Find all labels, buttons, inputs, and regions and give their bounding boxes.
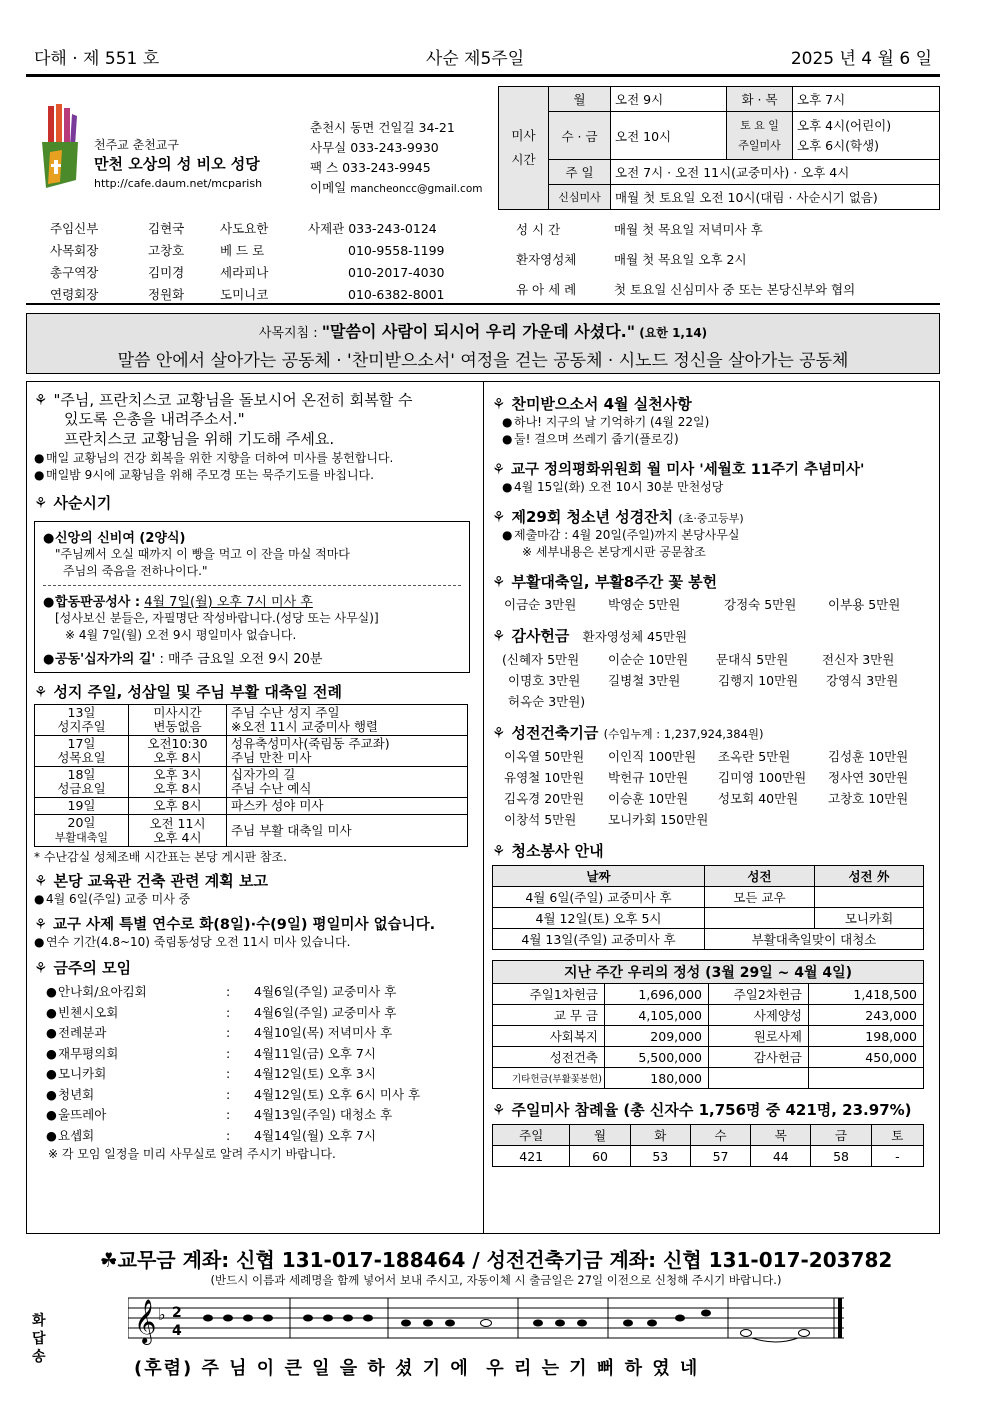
table-row: 17일 성목요일 오전10:30 오후 8시 성유축성미사(죽림동 주교좌) 주님 만찬 미사 bbox=[35, 736, 468, 767]
diocese-name: 천주교 춘천교구 bbox=[94, 138, 179, 152]
mass-day: 주일미사 bbox=[738, 138, 781, 152]
meetings-list bbox=[34, 982, 479, 1146]
clover-icon: ⚘ bbox=[492, 627, 506, 645]
table-row: 19일 오후 8시 파스카 성야 미사 bbox=[35, 798, 468, 815]
justice-title: ⚘ 교구 정의평화위원회 월 미사 '세월호 11주기 추념미사' bbox=[492, 462, 865, 478]
thanks-list: (신혜자 5만원 이순순 10만원 문대식 5만원 전신자 3만원 이명호 3만원 길병철 3만원 김행지 10만원 강영식 3만원 허옥순 3만원) bbox=[502, 652, 899, 709]
holyweek-title: ⚘ 성지 주일, 성삼일 및 주님 부활 대축일 전례 bbox=[34, 683, 343, 701]
svg-text:𝄞: 𝄞 bbox=[134, 1299, 157, 1343]
liturgical-day: 사순 제5주일 bbox=[425, 49, 525, 69]
mass-day: 토 요 일 bbox=[740, 118, 779, 132]
svg-text:2: 2 bbox=[172, 1305, 182, 1321]
mass-time: 오후 6시(학생) bbox=[797, 137, 880, 153]
attendance-table bbox=[492, 1124, 924, 1167]
top-rule bbox=[26, 74, 940, 77]
svg-text:♭: ♭ bbox=[158, 1305, 166, 1324]
motto-line2: 말씀 안에서 살아가는 공동체 · '찬미받으소서' 여정을 걷는 공동체 · 시노드 정신을 살아가는 공동체 bbox=[117, 351, 849, 371]
lent-title: ⚘ 사순시기 bbox=[34, 494, 112, 512]
table-row: 421 60 53 57 44 58 - bbox=[493, 1146, 924, 1167]
psalm-score-icon bbox=[128, 1290, 848, 1346]
table-row: 주일 월 화 수 목 금 토 bbox=[493, 1125, 924, 1146]
mass-day: 수 · 금 bbox=[549, 112, 611, 160]
parish-logo-icon bbox=[40, 102, 80, 194]
clover-icon: ⚘ bbox=[34, 494, 48, 512]
table-row: 13일 성지주일 미사시간 변동없음 주님 수난 성지 주일 ※오전 11시 교중미사 행렬 bbox=[35, 705, 468, 736]
list-item: ●전례분과 : 4월10일(목) 저녁미사 후 bbox=[46, 1025, 393, 1040]
table-row: 지난 주간 우리의 정성 (3월 29일 ~ 4월 4일) bbox=[493, 961, 924, 984]
psalm-lyrics: (후렴) 주 님 이 큰 일 을 하 셨 기 에 우 리 는 기 뻐 하 였 네 bbox=[134, 1358, 700, 1379]
staff-row: 사목회장 고창호 베 드 로 010-9558-1199 bbox=[50, 243, 445, 258]
mass-day: 화 · 목 bbox=[727, 87, 793, 112]
pastoral-motto bbox=[26, 313, 940, 374]
mass-day: 주 일 bbox=[549, 160, 611, 185]
mass-time: 오전 10시 bbox=[611, 112, 727, 160]
clover-icon: ⚘ bbox=[492, 724, 506, 742]
staff-row: 주임신부 김현국 사도요한 사제관 033-243-0124 bbox=[50, 221, 437, 236]
account-info: ☘교무금 계좌: 신협 131-017-188464 / 성전건축기금 계좌: 신협 131-017-203782 bbox=[99, 1248, 893, 1272]
list-item: ●울뜨레아 : 4월13일(주일) 대청소 후 bbox=[46, 1107, 393, 1122]
table-row: 교 무 금 4,105,000 사제양성 243,000 bbox=[493, 1005, 924, 1026]
flowers-title: ⚘ 부활대축일, 부활8주간 꽃 봉헌 bbox=[492, 573, 718, 591]
clover-icon: ⚘ bbox=[492, 1101, 506, 1119]
fax: 팩 스 033-243-9945 bbox=[310, 160, 431, 175]
address: 춘천시 동면 건일길 34-21 bbox=[310, 120, 455, 135]
email[interactable]: mancheoncc@gmail.com bbox=[350, 183, 483, 195]
table-row: 4월 12일(토) 오후 5시 모니카회 bbox=[493, 908, 924, 929]
parish-url[interactable]: http://cafe.daum.net/mcparish bbox=[94, 177, 263, 190]
email-label: 이메일 bbox=[310, 180, 347, 195]
list-item: ●요셉회 : 4월14일(월) 오후 7시 bbox=[46, 1127, 376, 1143]
table-row: 4월 6일(주일) 교중미사 후 모든 교우 bbox=[493, 887, 924, 908]
list-item: ●안나회/요아킴회 : 4월6일(주일) 교중미사 후 bbox=[46, 984, 397, 999]
table-row: 주일1차헌금 1,696,000 주일2차헌금 1,418,500 bbox=[493, 984, 924, 1005]
fund-title: ⚘ 성전건축기금 (수입누계 : 1,237,924,384원) bbox=[492, 724, 764, 742]
pope-prayer: ⚘ "주님, 프란치스코 교황님을 돌보시어 온전히 회복할 수 있도록 은총을 내려주소서." 프란치스코 교황님을 위해 기도해 주세요. ● 매일 교황님의 건강 회복을 위한 지향을 더하여 미사를 봉헌합니다. ● 매일밤 9시에 교황님을 위해 주모경 또는 묵주기도를 바칩니다. bbox=[34, 391, 413, 482]
building-title: ⚘ 본당 교육관 건축 관련 계획 보고 bbox=[34, 872, 268, 890]
psalm-label: 화답송 bbox=[32, 1313, 46, 1365]
right-column: ⚘ 찬미받으소서 4월 실천사항 ● 하나! 지구의 날 기억하기 (4월 22일) ● 둘! 걸으며 쓰레기 줍기(플로깅) ⚘ 교구 정의평화위원회 월 미사 '세월호 11주기 추념미사' ● 4월 15일(화) 오전 10시 30분 만천성당 ⚘ 제29회 청소년 성경잔치 (초·중고등부) ● 제출마감 : 4월 20일(주일)까지 본당사무실 ※ 세부내용은 본당게시판 공문참조 ⚘ 부활대축일, 부활8주간 꽃 봉헌 이금순 3만원 박영순 5만원 강정숙 5만원 이부용 5만원 ⚘ 감사헌금 환자영성체 45만원 (신혜자 5만원 이순순 10만원 문대식 5만원 전신자 3만원 이명호 3만원 길병철 3만원 김행지 10만원 강영식 3만원 허옥순 3만원) ⚘ 성전건축기금 (수입누계 : 1,237,924,384원) 이옥열 50만원 이인직 100만원 조옥란 5만원 김성훈 10만원 유영철 10만원 박헌규 10만원 김미영 100만원 정사연 30만원 김옥경 20만원 이승훈 10만원 성모회 40만원 고창호 10만원 이창석 5만원 모니카회 150만원 ⚘ 청소봉사 안내 날짜 성전 성전 外 4월 6일(주일) 교중미사 후 모든 교우 4월 12일(토) 오후 5시 모니카회 4월 13일(주일) 교중미사 후 부활대축일맞이 대청소 지난 주간 우리의 정성 (3월 29일 ~ 4월 4일) 주일1차헌금 1,696,000 주일2차헌금 1,418,500 교 무 금 4,105,000 사제양성 243,000 사회복지 209,000 원로사제 198,000 성전건축 5,500,000 감사헌금 450,000 기타헌금(부활꽃봉헌) 180,000 ⚘ 주일미사 참례율 (총 신자수 1,756명 중 421명, 23.97%) 주일 월 화 수 목 금 토 421 60 53 57 44 58 - bbox=[492, 393, 932, 1167]
clover-icon: ⚘ bbox=[34, 683, 48, 701]
youth-title: ⚘ 제29회 청소년 성경잔치 (초·중고등부) bbox=[492, 508, 744, 526]
table-row: 성전건축 5,500,000 감사헌금 450,000 bbox=[493, 1047, 924, 1068]
office-phone: 사무실 033-243-9930 bbox=[310, 140, 439, 155]
staff-row: 총구역장 김미경 세라피나 010-2017-4030 bbox=[50, 265, 445, 280]
mass-time: 오후 7시 bbox=[793, 87, 940, 112]
clover-icon: ⚘ bbox=[492, 462, 505, 478]
table-row: 20일 부활대축일 오전 11시 오후 4시 주님 부활 대축일 미사 bbox=[35, 815, 468, 847]
sacrament-row: 유 아 세 례 첫 토요일 신심미사 중 또는 본당신부와 협의 bbox=[516, 282, 856, 297]
sacrament-row: 환자영성체 매월 첫 목요일 오후 2시 bbox=[516, 252, 747, 267]
list-item: ●모니카회 : 4월12일(토) 오후 3시 bbox=[46, 1066, 376, 1081]
mass-day: 신심미사 bbox=[549, 185, 611, 210]
offering-table bbox=[492, 960, 924, 1089]
cleaning-table bbox=[492, 865, 924, 950]
clover-icon: ⚘ bbox=[492, 573, 506, 591]
account-note: (반드시 이름과 세례명을 함께 넣어서 보내 주시고, 자동이체 시 출금일은 27일 이전으로 신청해 주시기 바랍니다.) bbox=[210, 1273, 782, 1287]
staff-list bbox=[50, 218, 445, 306]
holyweek-table bbox=[34, 704, 468, 847]
contact-block bbox=[310, 118, 482, 199]
list-item: ●재무평의회 : 4월11일(금) 오후 7시 bbox=[46, 1045, 376, 1061]
thanks-title: ⚘ 감사헌금 환자영성체 45만원 bbox=[492, 627, 688, 645]
motto-quote: "말씀이 사람이 되시어 우리 가운데 사셨다." bbox=[321, 322, 636, 341]
svg-text:4: 4 bbox=[172, 1323, 182, 1339]
table-row: 사회복지 209,000 원로사제 198,000 bbox=[493, 1026, 924, 1047]
issue-header bbox=[26, 44, 940, 69]
sacrament-info bbox=[516, 218, 855, 302]
mass-time: 오전 7시 · 오전 11시(교중미사) · 오후 4시 bbox=[611, 160, 940, 185]
list-item: ●빈첸시오회 : 4월6일(주일) 교중미사 후 bbox=[46, 1004, 397, 1020]
issue-number: 다해 · 제 551 호 bbox=[34, 49, 160, 69]
parish-name: 만천 오상의 성 비오 성당 bbox=[94, 155, 260, 173]
clover-icon: ⚘ bbox=[492, 842, 506, 860]
table-row: 날짜 성전 성전 外 bbox=[493, 866, 924, 887]
clover-icon: ⚘ bbox=[34, 391, 48, 409]
meetings-title: ⚘ 금주의 모임 bbox=[34, 959, 132, 977]
lent-box: ●신앙의 신비여 (2양식) "주님께서 오실 때까지 이 빵을 먹고 이 잔을 마실 적마다 주님의 죽음을 전하나이다." ●합동판공성사 : 4월 7일(월) 오후 7시 미사 후 [성사보신 분들은, 자필명단 작성바랍니다.(성당 또는 사무실)] ※ 4월 7일(월) 오전 9시 평일미사 없습니다. ●공동'십자가의 길' : 매주 금요일 오전 9시 20분 bbox=[34, 521, 470, 673]
list-item: ●청년회 : 4월12일(토) 오후 6시 미사 후 bbox=[46, 1086, 421, 1102]
table-row: 4월 13일(주일) 교중미사 후 부활대축일맞이 대청소 bbox=[493, 929, 924, 950]
table-row: 18일 성금요일 오후 3시 오후 8시 십자가의 길 주님 수난 예식 bbox=[35, 767, 468, 798]
priest-title: ⚘ 교구 사제 특별 연수로 화(8일)·수(9일) 평일미사 없습니다. bbox=[34, 917, 436, 933]
sacrament-row: 성 시 간 매월 첫 목요일 저녁미사 후 bbox=[516, 222, 763, 237]
fund-list: 이옥열 50만원 이인직 100만원 조옥란 5만원 김성훈 10만원 유영철 10만원 박헌규 10만원 김미영 100만원 정사연 30만원 김옥경 20만원 이승훈 10만원 성모회 40만원 고창호 10만원 이창석 5만원 모니카회 150만원 bbox=[504, 749, 909, 827]
mass-time: 오전 9시 bbox=[611, 87, 727, 112]
meetings-note: ※ 각 모임 일정을 미리 사무실로 알려 주시기 바랍니다. bbox=[48, 1147, 336, 1161]
left-column: ⚘ "주님, 프란치스코 교황님을 돌보시어 온전히 회복할 수 있도록 은총을 내려주소서." 프란치스코 교황님을 위해 기도해 주세요. ● 매일 교황님의 건강 회복을 위한 지향을 더하여 미사를 봉헌합니다. ● 매일밤 9시에 교황님을 위해 주모경 또는 묵주기도를 바칩니다. ⚘ 사순시기 ●신앙의 신비여 (2양식) "주님께서 오실 때까지 이 빵을 먹고 이 잔을 마실 적마다 주님의 죽음을 전하나이다." ●합동판공성사 : 4월 7일(월) 오후 7시 미사 후 [성사보신 분들은, 자필명단 작성바랍니다.(성당 또는 사무실)] ※ 4월 7일(월) 오전 9시 평일미사 없습니다. ●공동'십자가의 길' : 매주 금요일 오전 9시 20분 ⚘ 성지 주일, 성삼일 및 주님 부활 대축일 전례 13일 성지주일 미사시간 변동없음 주님 수난 성지 주일 ※오전 11시 교중미사 행렬 17일 성목요일 오전10:30 오후 8시 성유축성미사(죽림동 주교좌) 주님 만찬 미사 18일 성금요일 오후 3시 오후 8시 십자가의 길 주님 수난 예식 19일 오후 8시 파스카 성야 미사 20일 부활대축일 오전 11시 오후 4시 주님 부활 대축일 미사 * 수난감실 성체조배 시간표는 본당 게시판 참조. ⚘ 본당 교육관 건축 관련 계획 보고 ● 4월 6일(주일) 교중 미사 중 ⚘ 교구 사제 특별 연수로 화(8일)·수(9일) 평일미사 없습니다. ● 연수 기간(4.8~10) 죽림동성당 오전 11시 미사 있습니다. ⚘ 금주의 모임 ●안나회/요아킴회 : 4월6일(주일) 교중미사 후 ●빈첸시오회 : 4월6일(주일) 교중미사 후 ●전례분과 : 4월10일(목) 저녁미사 후 ●재무평의회 : 4월11일(금) 오후 7시 ●모니카회 : 4월12일(토) 오후 3시 ●청년회 : 4월12일(토) 오후 6시 미사 후 ●울뜨레아 : 4월13일(주일) 대청소 후 ●요셉회 : 4월14일(월) 오후 7시 ※ 각 모임 일정을 미리 사무실로 알려 주시기 바랍니다. bbox=[34, 391, 479, 1163]
flowers-list: 이금순 3만원 박영순 5만원 강정숙 5만원 이부용 5만원 bbox=[504, 597, 901, 612]
clover-icon: ⚘ bbox=[34, 959, 48, 977]
issue-date: 2025 년 4 월 6 일 bbox=[790, 49, 932, 69]
cleaning-title: ⚘ 청소봉사 안내 bbox=[492, 842, 604, 860]
motto-label: 사목지침 : bbox=[258, 326, 318, 341]
attendance-title: ⚘ 주일미사 참례율 (총 신자수 1,756명 중 421명, 23.97%) bbox=[492, 1101, 912, 1119]
mass-time: 오후 4시(어린이) bbox=[797, 117, 892, 133]
laudato-title: ⚘ 찬미받으소서 4월 실천사항 bbox=[492, 395, 692, 413]
holyweek-note: * 수난감실 성체조배 시간표는 본당 게시판 참조. bbox=[34, 850, 287, 864]
mass-time: 매월 첫 토요일 오전 10시(대림 · 사순시기 없음) bbox=[611, 185, 940, 210]
clover-icon: ⚘ bbox=[34, 872, 48, 890]
clover-icon: ⚘ bbox=[492, 508, 506, 526]
staff-row: 연령회장 정원화 도미니코 010-6382-8001 bbox=[50, 287, 445, 302]
clover-icon: ⚘ bbox=[492, 395, 506, 413]
column-divider bbox=[483, 381, 484, 1234]
motto-ref: (요한 1,14) bbox=[639, 326, 708, 340]
table-row: 기타헌금(부활꽃봉헌) 180,000 bbox=[493, 1068, 924, 1089]
mass-times-label: 미사 시간 bbox=[499, 87, 549, 210]
mass-day: 월 bbox=[549, 87, 611, 112]
mass-times-table bbox=[498, 86, 940, 210]
clover-icon: ⚘ bbox=[34, 917, 47, 933]
